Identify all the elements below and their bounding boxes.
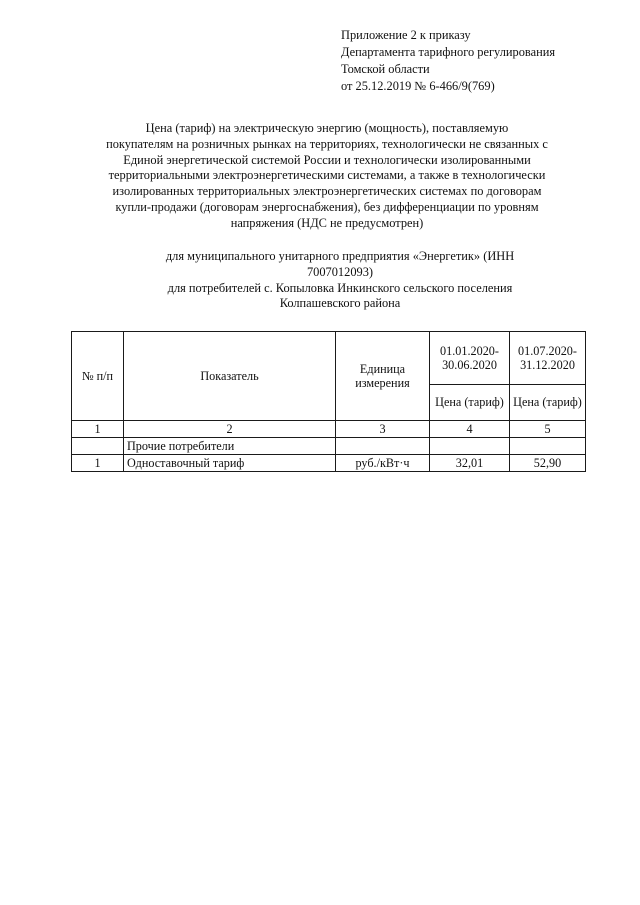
subject-line: для муниципального унитарного предприятия «Энергетик» (ИНН — [165, 249, 515, 263]
row-unit: руб./кВт·ч — [336, 455, 430, 472]
subject-line: 7007012093) — [306, 264, 374, 279]
empty-cell — [336, 438, 430, 455]
header-indicator: Показатель — [124, 332, 336, 421]
row-number: 1 — [72, 455, 124, 472]
title-line: Единой энергетической системой России и технологически изолированными — [123, 152, 531, 167]
table-header-row — [72, 332, 586, 385]
title-line: Цена (тариф) на электрическую энергию (мощность), поставляемую — [145, 121, 509, 135]
appendix-line: Томской области — [341, 62, 430, 76]
subject-line: для потребителей с. Копыловка Инкинского сельского поселения — [167, 280, 513, 295]
empty-cell — [72, 438, 124, 455]
header-price-1: Цена (тариф) — [430, 385, 510, 421]
title-line: купли-продажи (договорам энергоснабжения), без дифференциации по уровням — [115, 199, 539, 214]
header-price-2: Цена (тариф) — [510, 385, 586, 421]
column-number: 5 — [510, 421, 586, 438]
header-period-2: 01.07.2020-31.12.2020 — [510, 332, 586, 385]
header-number: № п/п — [72, 332, 124, 421]
column-number-row — [72, 421, 586, 438]
document-subject — [130, 249, 550, 312]
title-line: территориальными электроэнергетическими системами, а также в технологически — [108, 168, 546, 183]
appendix-line: Приложение 2 к приказу — [341, 28, 471, 42]
header-unit: Единица измерения — [336, 332, 430, 421]
group-label: Прочие потребители — [124, 438, 336, 455]
group-row — [72, 438, 586, 455]
appendix-order-number: от 25.12.2019 № 6-466/9(769) — [341, 79, 495, 93]
appendix-line: Департамента тарифного регулирования — [341, 45, 556, 59]
table-row — [72, 455, 586, 472]
tariff-table — [71, 331, 586, 472]
empty-cell — [510, 438, 586, 455]
column-number: 2 — [124, 421, 336, 438]
column-number: 4 — [430, 421, 510, 438]
appendix-reference — [341, 27, 631, 95]
row-price-2: 52,90 — [510, 455, 586, 472]
column-number: 3 — [336, 421, 430, 438]
title-line: покупателям на розничных рынках на территориях, технологически не связанных с — [106, 136, 548, 151]
title-line: напряжения (НДС не предусмотрен) — [230, 215, 424, 230]
empty-cell — [430, 438, 510, 455]
row-indicator: Одноставочный тариф — [124, 455, 336, 472]
column-number: 1 — [72, 421, 124, 438]
title-line: изолированных территориальных электроэнергетических системах по договорам — [112, 184, 542, 199]
subject-line: Колпашевского района — [279, 296, 401, 311]
document-title — [62, 121, 592, 232]
row-price-1: 32,01 — [430, 455, 510, 472]
header-period-1: 01.01.2020-30.06.2020 — [430, 332, 510, 385]
